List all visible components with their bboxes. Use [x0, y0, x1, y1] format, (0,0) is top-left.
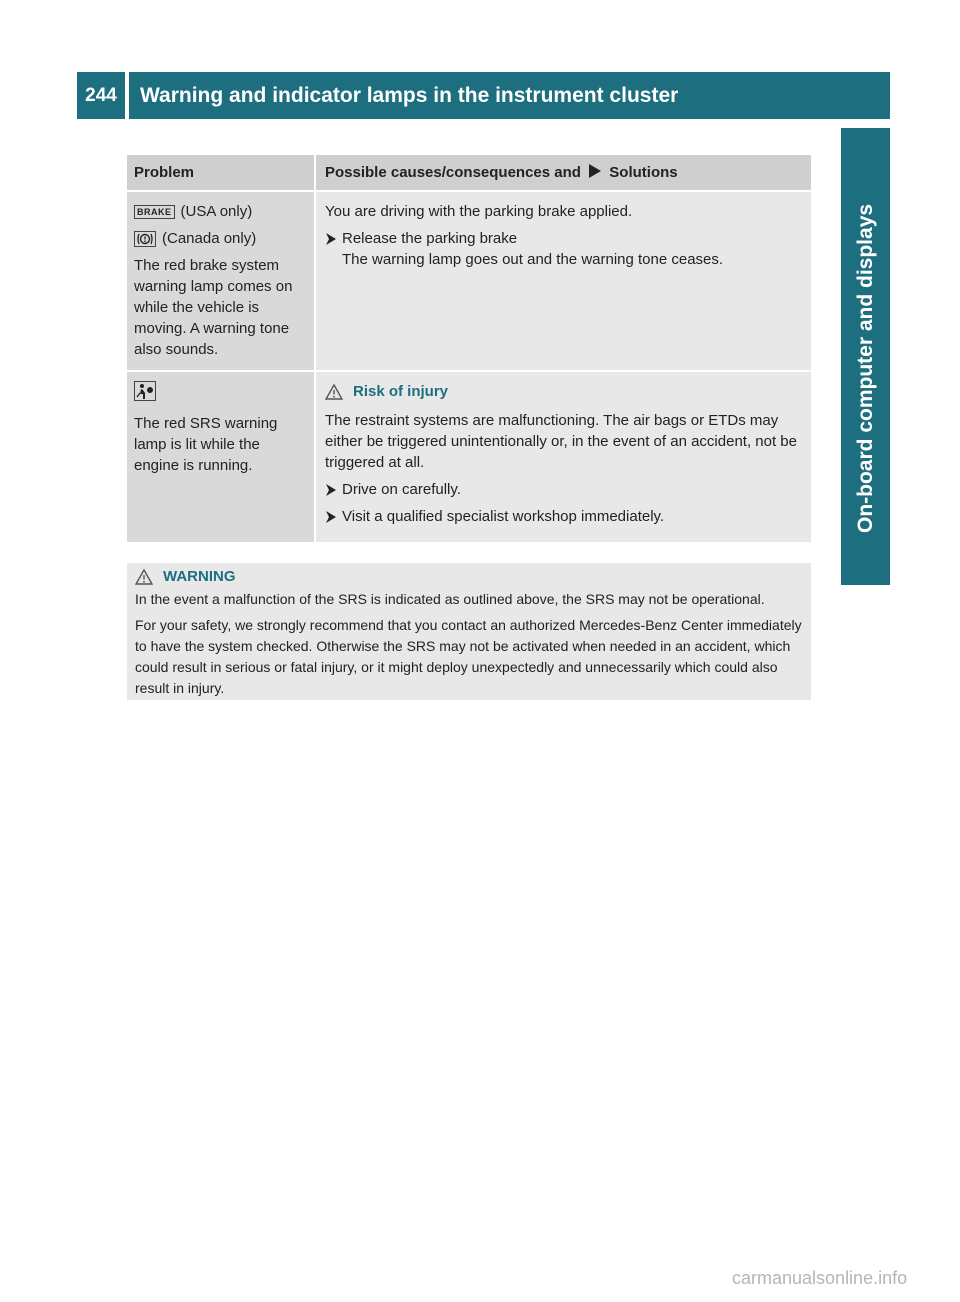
table-row [127, 372, 811, 542]
column-header-solutions-pre: Possible causes/consequences and [325, 164, 581, 181]
step-arrow-icon [325, 484, 337, 496]
play-arrow-icon [588, 164, 602, 178]
solution-cell [316, 372, 811, 542]
page-title: Warning and indicator lamps in the instrument cluster [129, 72, 890, 119]
solution-cell [316, 192, 811, 370]
watermark: carmanualsonline.info [732, 1268, 908, 1288]
problem-description: The red brake system warning lamp comes on while the vehicle is moving. A warning tone also sounds. [134, 257, 293, 358]
step-text: Drive on carefully. [342, 481, 461, 498]
risk-heading [325, 381, 801, 402]
warning-heading [135, 568, 803, 585]
instruction-step [325, 228, 801, 270]
section-tab-base [841, 535, 890, 585]
column-header-problem: Problem [127, 155, 314, 190]
lamp-canada [134, 228, 308, 249]
srs-airbag-icon [134, 381, 308, 407]
warning-box [127, 563, 811, 700]
warning-paragraph: For your safety, we strongly recommend that you contact an authorized Mercedes-Benz Center immediately to have the system checked. Otherwise the SRS may not be activated when needed in an accident, which could result in serious or fatal injury, or it might deploy unexpectedly and unnecessarily which could also result in injury. [135, 617, 802, 696]
step-title: Release the parking brake [342, 230, 518, 247]
instruction-step [325, 479, 801, 500]
warning-label: WARNING [163, 568, 236, 585]
section-tab-label: On-board computer and displays [854, 203, 877, 533]
table-row [127, 192, 811, 370]
warning-triangle-icon [325, 384, 343, 400]
warning-paragraph: In the event a malfunction of the SRS is indicated as outlined above, the SRS may not be operational. [135, 591, 765, 607]
warning-triangle-icon [135, 569, 153, 585]
problem-solution-table [127, 155, 811, 542]
lamp-usa-label: (USA only) [180, 203, 253, 220]
cause-text: You are driving with the parking brake applied. [325, 203, 633, 220]
column-header-solutions-post: Solutions [609, 164, 678, 181]
cause-text: The restraint systems are malfunctioning. The air bags or ETDs may either be triggered unintentionally or, in the event of an accident, not be triggered at all. [325, 412, 797, 471]
brake-lamp-icon: BRAKE [134, 205, 175, 219]
page-number: 244 [77, 72, 125, 119]
step-arrow-icon [325, 233, 337, 245]
problem-cell [127, 192, 314, 370]
lamp-canada-label: (Canada only) [162, 230, 257, 247]
step-text: Visit a qualified specialist workshop immediately. [342, 508, 665, 525]
table-header-row [127, 155, 811, 190]
brake-circle-icon [134, 231, 156, 247]
step-result: The warning lamp goes out and the warning tone ceases. [342, 251, 724, 268]
problem-cell [127, 372, 314, 542]
column-header-solutions [316, 155, 811, 190]
problem-description: The red SRS warning lamp is lit while the engine is running. [134, 415, 278, 474]
lamp-usa [134, 201, 308, 222]
instruction-step [325, 506, 801, 527]
step-arrow-icon [325, 511, 337, 523]
risk-label: Risk of injury [353, 383, 449, 400]
